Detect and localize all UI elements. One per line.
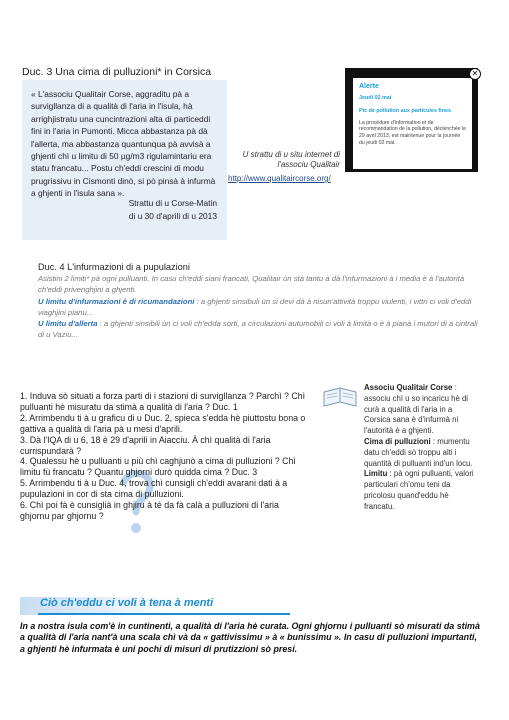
doc3-quote-box: [22, 80, 227, 240]
alert-url-link[interactable]: http://www.qualitaircorse.org/: [228, 174, 331, 183]
summary-title: Ciò ch'eddu ci voli à tena à menti: [40, 597, 214, 609]
doc3-source: [129, 197, 217, 222]
doc3-quote: « L'associu Qualitair Corse, aggraditu pà a survigllanza di a qualità di l'aria in l'isula, hà arrighjistratu una cuncintrazioni alta di particeddi fini in l'aria in Pumonti. Micca abbastanza pà dà l'allerta, ma abbastanza quantunqua pà avvisà a ghjenti chì u limitu di 50 µg/m3 rigulamintariu era statu francatu... Postu ch'eddi crescini di modu prugrissivu in Cismonti dinò, si pò pinsà à infurmà a ghjenti in l'isula sana ».: [31, 89, 216, 199]
doc3-title: Duc. 3 Una cima di pulluzioni* in Corsica: [22, 66, 212, 78]
questions-list: [20, 391, 310, 522]
definition-term: Associu Qualitair Corse: [364, 383, 453, 392]
alert-panel: [353, 78, 472, 169]
definition-text: : mumentu datu ch'eddi sò troppu alti i quantità di pulluanti ind'un locu.: [364, 436, 473, 468]
doc4-limit1: [38, 296, 478, 318]
book-icon: [322, 384, 358, 410]
close-icon[interactable]: ✕: [469, 68, 481, 80]
doc4-intro: Asistini 2 limiti* pà ogni pulluanti. In casu ch'eddi siani francati, Qualitair ùn stà tantu à dà l'infurmazioni à i media è à l'autorità ch'eddi privenghjini a ghjenti.: [38, 274, 465, 295]
definition-item: [364, 437, 478, 469]
definition-term: Limitu: [364, 469, 388, 479]
question-item: 4. Qualessu hè u pulluanti u più chì caghjunò a cima di pulluzioni ? Chì limitu fù francatu ? Quantu ghjorni durò quidda cima ? Duc. 3: [20, 456, 296, 478]
alert-heading: Alerte: [359, 83, 379, 90]
alert-date: Jeudi 02 mai: [359, 94, 392, 101]
definition-item: [364, 469, 478, 512]
doc3-source-line1: Strattu di u Corse-Matin: [128, 198, 217, 209]
alert-widget: [345, 68, 478, 172]
definition-text: : pà ogni pulluanti, valori particulari ch'omu teni da pricolosu quand'eddu hè francatu.: [364, 469, 474, 511]
question-item: 5. Arrimbendu ti à u Duc. 4, trova chì cunsigli ch'eddi avarani dati à a pupulazioni in cor di sta cima di pulluzioni.: [20, 478, 288, 500]
alert-description: La procédure d'information et de recommandation de la pollution, déclenchée le 29 avril 2013, est maintenue pour la journée du jeudi 02 mai.: [359, 119, 466, 146]
summary-underline: [38, 613, 290, 615]
definition-text: : associu chì u so incaricu hè di curà a qualità di l'aria in a Corsica sana è d'infurmà ni l'autorità è a ghjenti.: [364, 383, 469, 436]
doc4-limit2: [38, 318, 478, 340]
alert-caption: U strattu di u situ internet di l'associu Qualitair: [242, 150, 340, 169]
question-item: 1. Induva sò situati a forza parti di i stazioni di survigllanza ? Parchì ? Chì pulluanti hè misuratu da stimà a qualità di l'aria ? Duc. 1: [20, 391, 306, 412]
doc4-title: Duc. 4 L'infurmazioni di a pupulazioni: [38, 262, 190, 272]
doc4-section: [38, 262, 478, 340]
definitions: [364, 383, 478, 513]
alert-event: Pic de pollution aux particules fines: [359, 108, 451, 115]
limit1-text: : a ghjenti sinsibuli ùn si devi dà à nisun'attività troppu viulenti, i vittri ci voli d'eddi viaghjini pianu...: [38, 296, 472, 317]
definition-term: Cima di pulluzioni: [364, 436, 431, 446]
definition-item: [364, 383, 478, 437]
question-item: 3. Dà l'IQA di u 6, 18 è 29 d'aprili in Aiacciu. À chì qualità di l'aria currispundarà ?: [20, 434, 271, 456]
summary-text: In a nostra isula com'è in cuntinenti, a qualità di l'aria hè curata. Ogni ghjornu i pulluanti sò misurati da stimà a qualità di l'aria nant'à una scala chì và da « gattivissimu » à « bunissimu ». In casu di pulluzioni impurtanti, a ghjenti hè infurmata è uni pochi di misuri di prutizzioni sò presi.: [20, 621, 480, 654]
limit2-label: U limitu d'allerta: [38, 319, 98, 329]
limit1-label: U limitu d'infurmazioni è di ricumandazioni: [38, 296, 195, 306]
question-item: 6. Chì poi fà è cunsiglià in ghjiru à tè da fà calà a pulluzioni di l'aria ghjornu par ghjornu ?: [20, 500, 279, 521]
limit2-text: : a ghjenti sinsibili ùn ci voli ch'edda sorti, a circulazioni autumobili ci voli à limità o è à pianà i mutori di a cintrali di u Vaziu...: [38, 319, 478, 340]
doc3-source-line2: di u 30 d'aprili di u 2013: [128, 210, 217, 221]
question-item: 2. Arrimbendu ti à u graficu di u Duc. 2, spieca s'edda hè piuttostu bona o gattiva a qualità di l'aria pà u mesi d'aprili.: [20, 412, 306, 434]
